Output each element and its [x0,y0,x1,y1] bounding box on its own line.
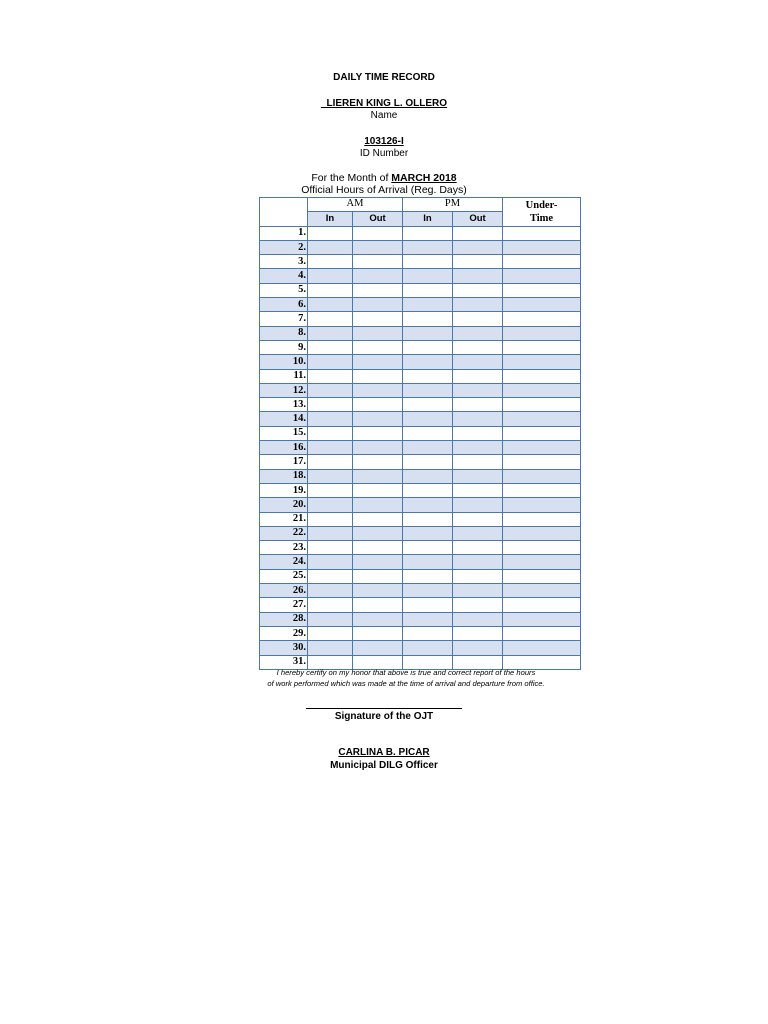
day-number: 2. [260,240,308,254]
pm-in-cell[interactable] [403,526,453,540]
pm-out-cell[interactable] [453,626,503,640]
undertime-cell[interactable] [503,369,581,383]
pm-out-cell[interactable] [453,483,503,497]
undertime-cell[interactable] [503,298,581,312]
am-in-cell[interactable] [308,269,353,283]
am-out-cell[interactable] [353,369,403,383]
day-number: 15. [260,426,308,440]
am-out-cell[interactable] [353,426,403,440]
am-out-cell[interactable] [353,541,403,555]
undertime-header [503,198,581,227]
undertime-cell[interactable] [503,240,581,254]
am-in-cell[interactable] [308,426,353,440]
pm-in-header: In [403,212,453,226]
pm-in-cell[interactable] [403,426,453,440]
table-row [260,298,581,312]
am-out-cell[interactable] [353,298,403,312]
pm-in-cell[interactable] [403,383,453,397]
am-out-cell[interactable] [353,226,403,240]
am-in-cell[interactable] [308,626,353,640]
pm-out-cell[interactable] [453,312,503,326]
am-in-cell[interactable] [308,584,353,598]
table-row [260,526,581,540]
day-number: 1. [260,226,308,240]
pm-in-cell[interactable] [403,469,453,483]
table-row [260,355,581,369]
am-in-cell[interactable] [308,498,353,512]
am-out-cell[interactable] [353,483,403,497]
day-header-cell [260,198,308,227]
am-out-cell[interactable] [353,312,403,326]
day-number: 6. [260,298,308,312]
table-row [260,541,581,555]
pm-out-cell[interactable] [453,541,503,555]
pm-in-cell[interactable] [403,355,453,369]
pm-out-cell[interactable] [453,412,503,426]
pm-out-cell[interactable] [453,355,503,369]
day-number: 9. [260,340,308,354]
pm-in-cell[interactable] [403,498,453,512]
am-out-cell[interactable] [353,526,403,540]
day-number: 4. [260,269,308,283]
table-row [260,255,581,269]
table-row [260,626,581,640]
signature-line [306,708,462,709]
certification-line-1: I hereby certify on my honor that above is true and correct report of the hours [276,668,536,677]
undertime-cell[interactable] [503,355,581,369]
undertime-cell[interactable] [503,526,581,540]
am-in-cell[interactable] [308,383,353,397]
day-number: 29. [260,626,308,640]
certification-line-2: of work performed which was made at the time of arrival and departure from office. [267,679,545,688]
table-row [260,483,581,497]
undertime-cell[interactable] [503,383,581,397]
am-in-cell[interactable] [308,512,353,526]
pm-in-cell[interactable] [403,398,453,412]
day-number: 8. [260,326,308,340]
am-out-cell[interactable] [353,255,403,269]
table-row [260,441,581,455]
day-number: 27. [260,598,308,612]
pm-out-cell[interactable] [453,226,503,240]
id-number-value: 103126-I [364,136,404,147]
day-number: 31. [260,655,308,669]
table-row [260,226,581,240]
am-in-cell[interactable] [308,569,353,583]
pm-in-cell[interactable] [403,298,453,312]
am-out-cell[interactable] [353,555,403,569]
am-in-cell[interactable] [308,612,353,626]
undertime-line2: Time [529,213,554,224]
pm-out-cell[interactable] [453,255,503,269]
day-number: 7. [260,312,308,326]
pm-out-cell[interactable] [453,526,503,540]
pm-in-cell[interactable] [403,369,453,383]
am-out-cell[interactable] [353,455,403,469]
am-in-cell[interactable] [308,441,353,455]
am-in-cell[interactable] [308,412,353,426]
am-in-cell[interactable] [308,541,353,555]
undertime-cell[interactable] [503,498,581,512]
pm-in-cell[interactable] [403,541,453,555]
undertime-cell[interactable] [503,612,581,626]
am-in-cell[interactable] [308,455,353,469]
table-row [260,240,581,254]
day-number: 21. [260,512,308,526]
pm-out-cell[interactable] [453,340,503,354]
undertime-cell[interactable] [503,641,581,655]
table-body [260,226,581,669]
am-in-cell[interactable] [308,555,353,569]
pm-out-cell[interactable] [453,612,503,626]
am-out-cell[interactable] [353,626,403,640]
am-in-cell[interactable] [308,226,353,240]
day-number: 19. [260,483,308,497]
undertime-cell[interactable] [503,255,581,269]
officer-title: Municipal DILG Officer [330,760,438,771]
am-out-cell[interactable] [353,283,403,297]
table-row [260,512,581,526]
am-in-cell[interactable] [308,255,353,269]
day-number: 5. [260,283,308,297]
name-label: Name [370,110,398,121]
table-row [260,612,581,626]
table-row [260,641,581,655]
pm-in-cell[interactable] [403,441,453,455]
am-in-cell[interactable] [308,326,353,340]
day-number: 25. [260,569,308,583]
pm-out-cell[interactable] [453,641,503,655]
pm-in-cell[interactable] [403,612,453,626]
table-row [260,569,581,583]
am-out-cell[interactable] [353,398,403,412]
am-in-cell[interactable] [308,483,353,497]
pm-out-cell[interactable] [453,555,503,569]
pm-out-cell[interactable] [453,298,503,312]
table-row [260,469,581,483]
am-out-cell[interactable] [353,569,403,583]
am-out-cell[interactable] [353,240,403,254]
am-out-cell[interactable] [353,326,403,340]
pm-out-header: Out [453,212,503,226]
pm-in-cell[interactable] [403,555,453,569]
pm-in-cell[interactable] [403,584,453,598]
table-row [260,312,581,326]
pm-out-cell[interactable] [453,383,503,397]
table-row [260,269,581,283]
table-row [260,555,581,569]
undertime-cell[interactable] [503,469,581,483]
day-number: 30. [260,641,308,655]
day-number: 17. [260,455,308,469]
am-out-cell[interactable] [353,512,403,526]
signature-label: Signature of the OJT [334,711,434,722]
officer-name: CARLINA B. PICAR [338,747,430,758]
am-in-cell[interactable] [308,369,353,383]
am-in-cell[interactable] [308,283,353,297]
document-title: DAILY TIME RECORD [333,72,435,83]
am-out-cell[interactable] [353,498,403,512]
table-row [260,326,581,340]
day-number: 26. [260,584,308,598]
am-in-cell[interactable] [308,312,353,326]
am-out-header: Out [353,212,403,226]
pm-out-cell[interactable] [453,240,503,254]
pm-in-cell[interactable] [403,269,453,283]
day-number: 24. [260,555,308,569]
undertime-cell[interactable] [503,569,581,583]
time-record-table [259,197,581,670]
pm-in-cell[interactable] [403,626,453,640]
am-in-cell[interactable] [308,298,353,312]
table-row [260,369,581,383]
day-number: 23. [260,541,308,555]
table-row [260,283,581,297]
am-out-cell[interactable] [353,469,403,483]
pm-header: PM [403,198,503,212]
pm-in-cell[interactable] [403,412,453,426]
undertime-line1: Under- [525,200,558,211]
am-out-cell[interactable] [353,383,403,397]
table-row [260,383,581,397]
am-out-cell[interactable] [353,612,403,626]
month-value: MARCH 2018 [391,172,457,184]
am-in-cell[interactable] [308,340,353,354]
pm-out-cell[interactable] [453,398,503,412]
am-in-cell[interactable] [308,598,353,612]
am-out-cell[interactable] [353,441,403,455]
certification-text [0,667,768,689]
day-number: 11. [260,369,308,383]
undertime-cell[interactable] [503,626,581,640]
undertime-cell[interactable] [503,226,581,240]
pm-out-cell[interactable] [453,455,503,469]
pm-out-cell[interactable] [453,569,503,583]
am-out-cell[interactable] [353,269,403,283]
pm-in-cell[interactable] [403,283,453,297]
am-in-cell[interactable] [308,240,353,254]
am-in-cell[interactable] [308,641,353,655]
pm-in-cell[interactable] [403,240,453,254]
undertime-cell[interactable] [503,598,581,612]
pm-out-cell[interactable] [453,269,503,283]
undertime-cell[interactable] [503,584,581,598]
am-out-cell[interactable] [353,584,403,598]
undertime-cell[interactable] [503,398,581,412]
pm-in-cell[interactable] [403,598,453,612]
id-number-label: ID Number [359,148,409,159]
day-number: 16. [260,441,308,455]
am-in-cell[interactable] [308,355,353,369]
am-in-cell[interactable] [308,469,353,483]
pm-in-cell[interactable] [403,226,453,240]
table-row [260,455,581,469]
month-line [0,172,768,184]
day-number: 18. [260,469,308,483]
pm-in-cell[interactable] [403,641,453,655]
pm-out-cell[interactable] [453,469,503,483]
pm-in-cell[interactable] [403,255,453,269]
day-number: 12. [260,383,308,397]
undertime-cell[interactable] [503,312,581,326]
undertime-cell[interactable] [503,340,581,354]
undertime-cell[interactable] [503,555,581,569]
pm-out-cell[interactable] [453,498,503,512]
undertime-cell[interactable] [503,326,581,340]
am-out-cell[interactable] [353,598,403,612]
pm-in-cell[interactable] [403,512,453,526]
am-in-cell[interactable] [308,526,353,540]
pm-out-cell[interactable] [453,598,503,612]
pm-in-cell[interactable] [403,483,453,497]
table-row [260,426,581,440]
undertime-cell[interactable] [503,426,581,440]
pm-out-cell[interactable] [453,283,503,297]
pm-in-cell[interactable] [403,312,453,326]
table-header-row [260,198,581,212]
am-out-cell[interactable] [353,340,403,354]
day-number: 10. [260,355,308,369]
pm-out-cell[interactable] [453,584,503,598]
am-in-header: In [308,212,353,226]
day-number: 28. [260,612,308,626]
undertime-cell[interactable] [503,483,581,497]
table-row [260,340,581,354]
pm-in-cell[interactable] [403,326,453,340]
pm-in-cell[interactable] [403,569,453,583]
am-out-cell[interactable] [353,355,403,369]
month-prefix: For the Month of [311,172,392,184]
table-row [260,398,581,412]
day-number: 20. [260,498,308,512]
pm-out-cell[interactable] [453,441,503,455]
am-out-cell[interactable] [353,641,403,655]
undertime-cell[interactable] [503,455,581,469]
pm-out-cell[interactable] [453,512,503,526]
day-number: 22. [260,526,308,540]
table-row [260,498,581,512]
am-header: AM [308,198,403,212]
table-row [260,598,581,612]
day-number: 14. [260,412,308,426]
am-in-cell[interactable] [308,398,353,412]
undertime-cell[interactable] [503,541,581,555]
undertime-cell[interactable] [503,441,581,455]
am-out-cell[interactable] [353,412,403,426]
undertime-cell[interactable] [503,283,581,297]
employee-name: _LIEREN KING L. OLLERO [320,98,448,109]
table-row [260,584,581,598]
undertime-cell[interactable] [503,269,581,283]
pm-out-cell[interactable] [453,426,503,440]
undertime-cell[interactable] [503,512,581,526]
table-row [260,412,581,426]
official-hours-caption: Official Hours of Arrival (Reg. Days) [301,184,467,196]
undertime-cell[interactable] [503,412,581,426]
pm-in-cell[interactable] [403,340,453,354]
pm-out-cell[interactable] [453,369,503,383]
day-number: 13. [260,398,308,412]
day-number: 3. [260,255,308,269]
pm-in-cell[interactable] [403,455,453,469]
pm-out-cell[interactable] [453,326,503,340]
